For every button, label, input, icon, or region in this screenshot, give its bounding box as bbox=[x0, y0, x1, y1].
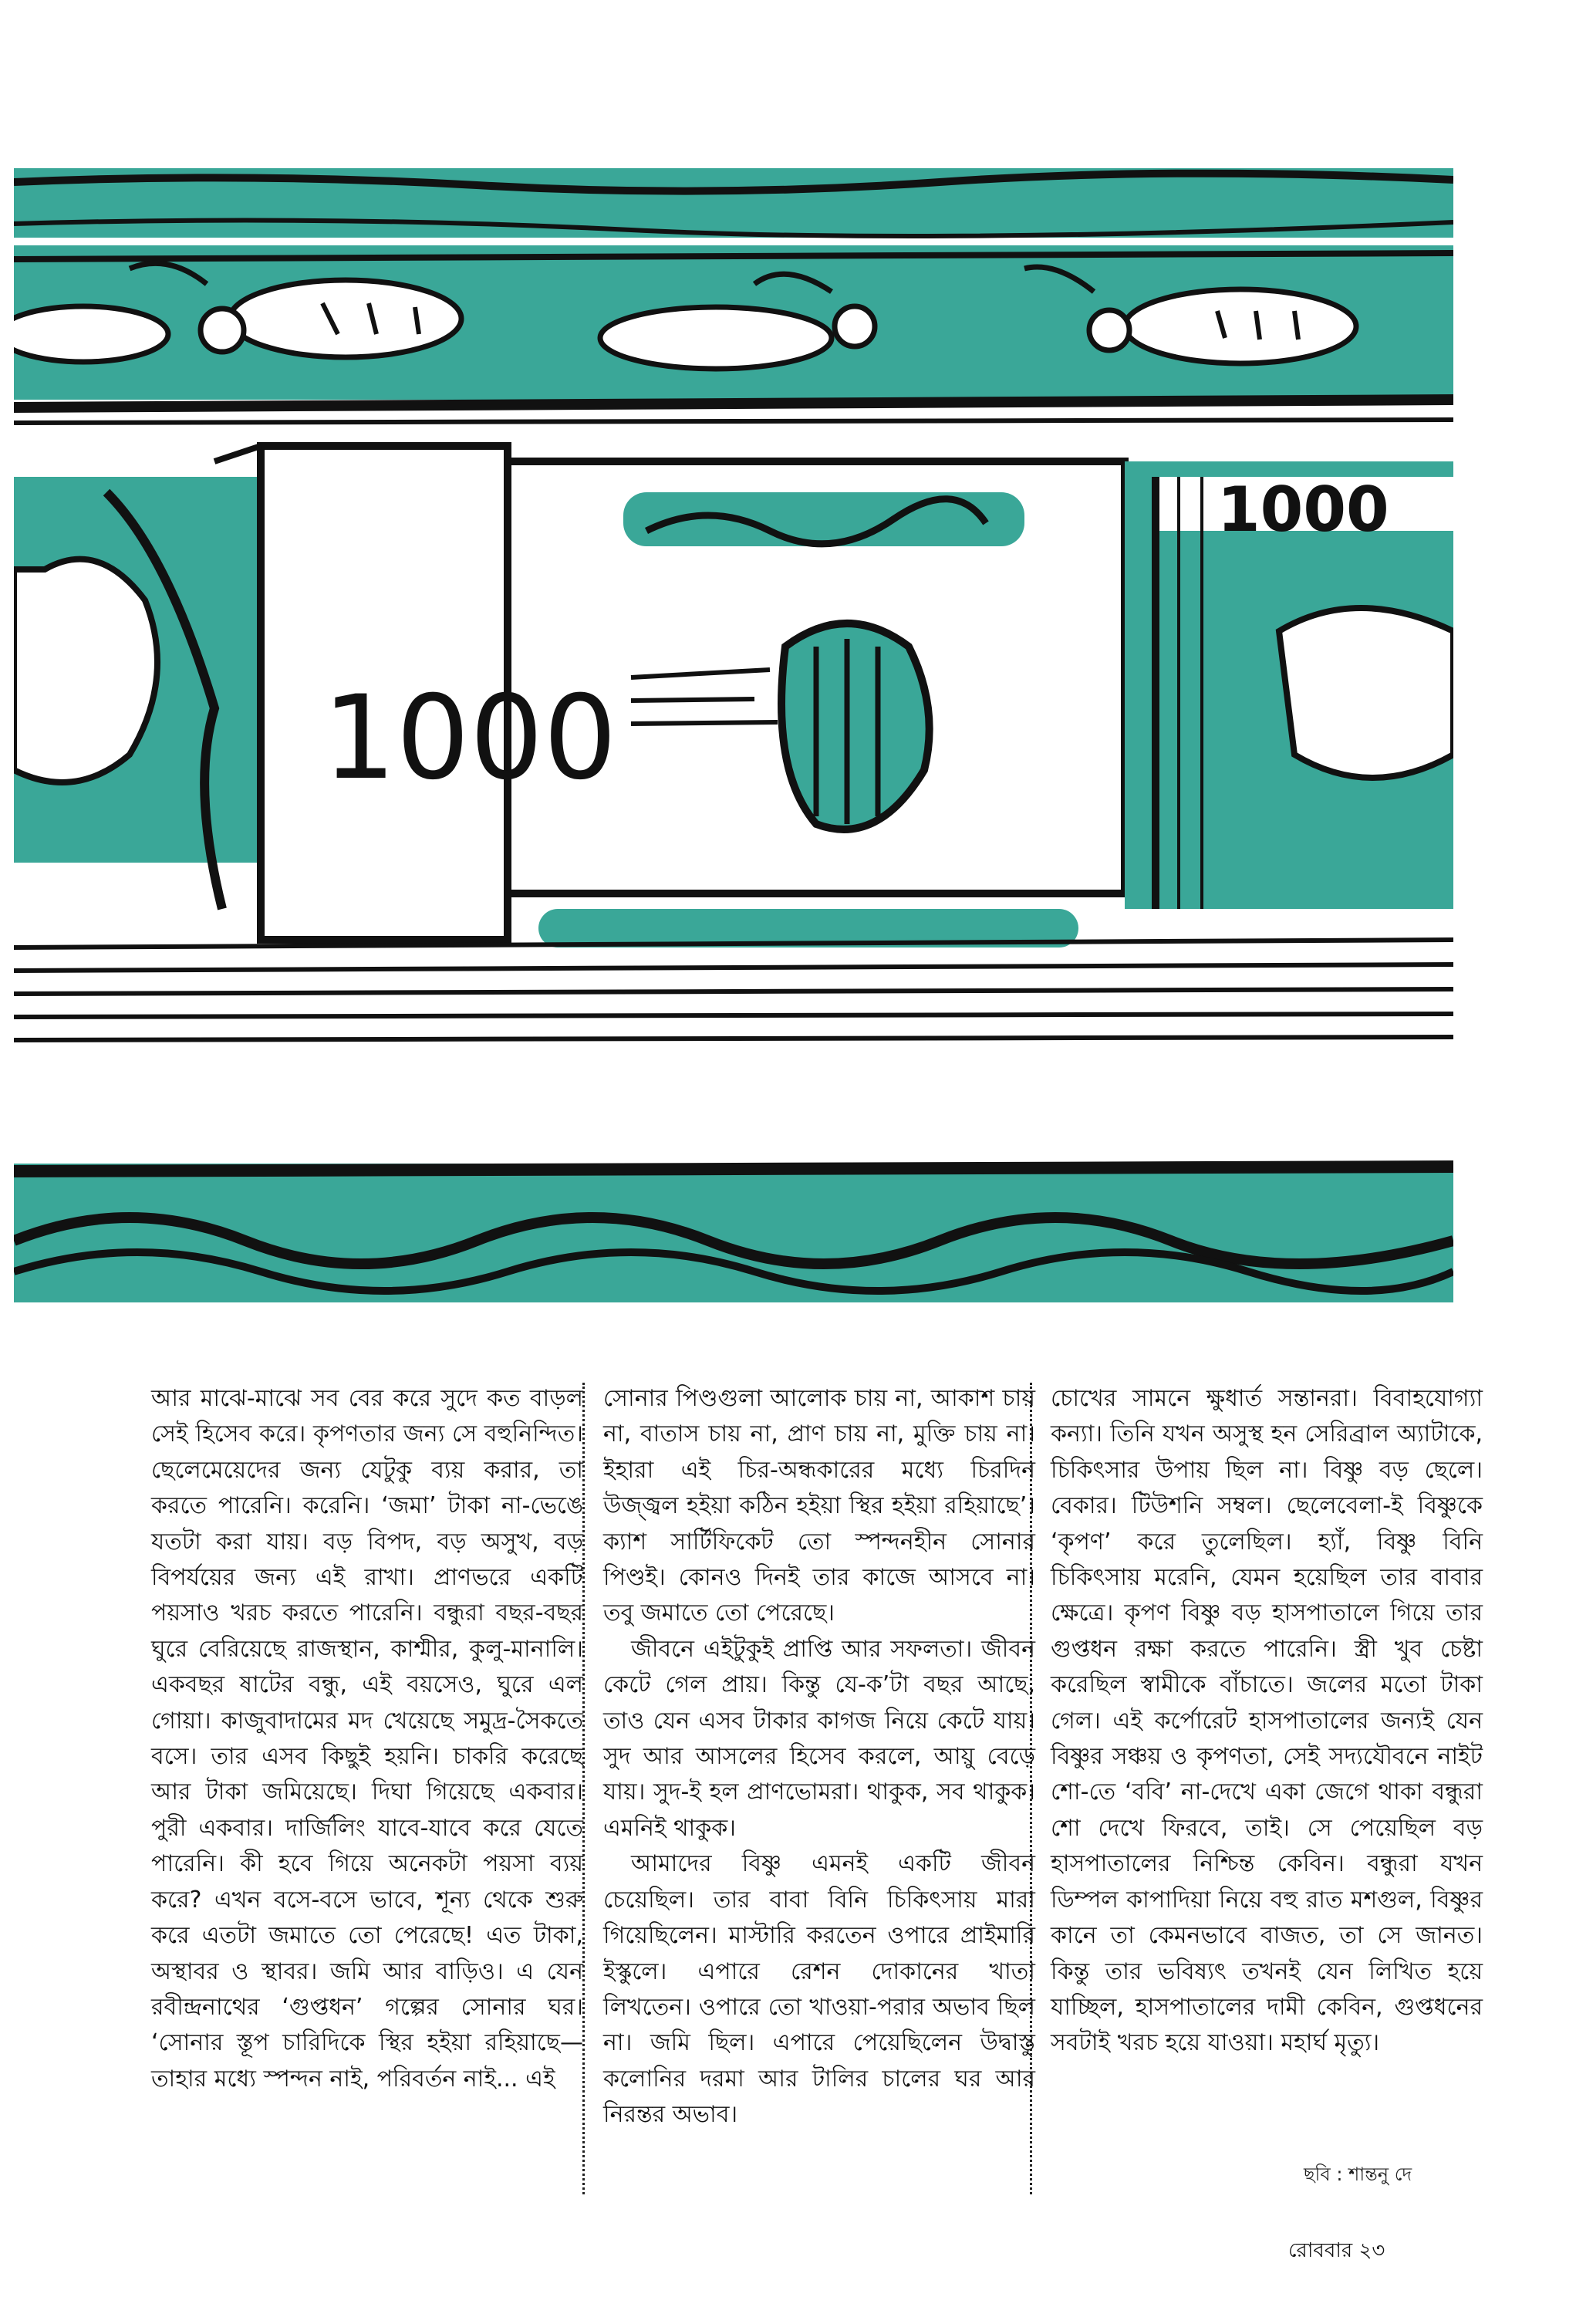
column-1-paragraph-1: আর মাঝে-মাঝে সব বের করে সুদে কত বাড়ল সেই হিসেব করে। কৃপণতার জন্য সে বহুনিন্দিত। ছেলেমেয়েদের জন্য যেটুকু ব্যয় করার, তা করতে পারেনি। করেনি। ‘জমা’ টাকা না-ভেঙে যতটা করা যায়। বড় বিপদ, বড় অসুখ, বড় বিপর্যয়ের জন্য এই রাখা। প্রাণভরে একটি পয়সাও খরচ করতে পারেনি। বন্ধুরা বছর-বছর ঘুরে বেরিয়েছে রাজস্থান, কাশ্মীর, কুলু-মানালি। একবছর ষাটের বন্ধু, এই বয়সেও, ঘুরে এল গোয়া। কাজুবাদামের মদ খেয়েছে সমুদ্র-সৈকতে বসে। তার এসব কিছুই হয়নি। চাকরি করেছে আর টাকা জমিয়েছে। দিঘা গিয়েছে একবার। পুরী একবার। দার্জিলিং যাবে-যাবে করে যেতে পারেনি। কী হবে গিয়ে অনেকটা পয়সা ব্যয় করে? এখন বসে-বসে ভাবে, শূন্য থেকে শুরু করে এতটা জমাতে তো পেরেছে! এত টাকা, অস্থাবর ও স্থাবর। জমি আর বাড়িও। এ যেন রবীন্দ্রনাথের ‘গুপ্তধন’ গল্পের সোনার ঘর। ‘সোনার স্তূপ চারিদিকে স্থির হইয়া রহিয়াছে—তাহার মধ্যে স্পন্দন নাই, পরিবর্তন নাই... এই bbox=[151, 1385, 583, 2093]
column-divider-1 bbox=[582, 1383, 585, 2194]
banknote-drawing bbox=[14, 168, 1453, 1318]
column-2-paragraph-3: আমাদের বিষ্ণু এমনই একটি জীবন চেয়েছিল। তার বাবা বিনি চিকিৎসায় মারা গিয়েছিলেন। মাস্টারি করতেন ওপারে প্রাইমারি ইস্কুলে। এপারে রেশন দোকানের খাতা লিখতেন। ওপারে তো খাওয়া-পরার অভাব ছিল না। জমি ছিল। এপারে পেয়েছিলেন উদ্বাস্তু কলোনির দরমা আর টালির চালের ঘর আর নিরন্তর অভাব। bbox=[603, 1850, 1035, 2129]
banknote-illustration bbox=[14, 168, 1453, 1318]
column-2-paragraph-1: সোনার পিণ্ডগুলা আলোক চায় না, আকাশ চায় না, বাতাস চায় না, প্রাণ চায় না, মুক্তি চায় না। ইহারা এই চির-অন্ধকারের মধ্যে চিরদিন উজ্জ্বল হইয়া কঠিন হইয়া স্থির হইয়া রহিয়াছে’। ক্যাশ সার্টিফিকেট তো স্পন্দনহীন সোনার পিণ্ডই। কোনও দিনই তার কাজে আসবে না। তবু জমাতে তো পেরেছে। bbox=[603, 1385, 1035, 1627]
text-column-2 bbox=[603, 1381, 1035, 2133]
note-numeral-right: 1000 bbox=[1217, 474, 1389, 546]
column-3-paragraph-1: চোখের সামনে ক্ষুধার্ত সন্তানরা। বিবাহযোগ্যা কন্যা। তিনি যখন অসুস্থ হন সেরিব্রাল অ্যাটাকে, চিকিৎসার উপায় ছিল না। বিষ্ণু বড় ছেলে। বেকার। টিউশনি সম্বল। ছেলেবেলা-ই বিষ্ণুকে ‘কৃপণ’ করে তুলেছিল। হ্যাঁ, বিষ্ণু বিনি চিকিৎসায় মরেনি, যেমন হয়েছিল তার বাবার ক্ষেত্রে। কৃপণ বিষ্ণু বড় হাসপাতালে গিয়ে তার গুপ্তধন রক্ষা করতে পারেনি। স্ত্রী খুব চেষ্টা করেছিল স্বামীকে বাঁচাতে। জলের মতো টাকা গেল। এই কর্পোরেট হাসপাতালের জন্যই যেন বিষ্ণুর সঞ্চয় ও কৃপণতা, সেই সদ্যযৌবনে নাইট শো-তে ‘ববি’ না-দেখে একা জেগে থাকা বন্ধুরা শো দেখে ফিরবে, তাই। সে পেয়েছিল বড় হাসপাতালের নিশ্চিন্ত কেবিন। বন্ধুরা যখন ডিম্পল কাপাদিয়া নিয়ে বহু রাত মশগুল, বিষ্ণুর কানে তা কেমনভাবে বাজত, তা সে জানত। কিন্তু তার ভবিষ্যৎ তখনই যেন লিখিত হয়ে যাচ্ছিল, হাসপাতালের দামী কেবিন, গুপ্তধনের সবটাই খরচ হয়ে যাওয়া। মহার্ঘ মৃত্যু। bbox=[1051, 1385, 1483, 2057]
column-divider-2 bbox=[1030, 1383, 1032, 2194]
text-column-3 bbox=[1051, 1381, 1483, 2062]
note-numeral-left: 1000 bbox=[322, 671, 617, 806]
page-folio: রোববার ২৩ bbox=[1288, 2239, 1385, 2262]
text-column-1 bbox=[151, 1381, 583, 2097]
column-2-paragraph-2: জীবনে এইটুকুই প্রাপ্তি আর সফলতা। জীবন কেটে গেল প্রায়। কিন্তু যে-ক’টা বছর আছে, তাও যেন এসব টাকার কাগজ নিয়ে কেটে যায়। সুদ আর আসলের হিসেব করলে, আয়ু বেড়ে যায়। সুদ-ই হল প্রাণভোমরা। থাকুক, সব থাকুক। এমনিই থাকুক। bbox=[603, 1635, 1035, 1842]
illustration-credit: ছবি : শান্তনু দে bbox=[1304, 2164, 1412, 2185]
bottom-stripe bbox=[14, 1164, 1453, 1318]
